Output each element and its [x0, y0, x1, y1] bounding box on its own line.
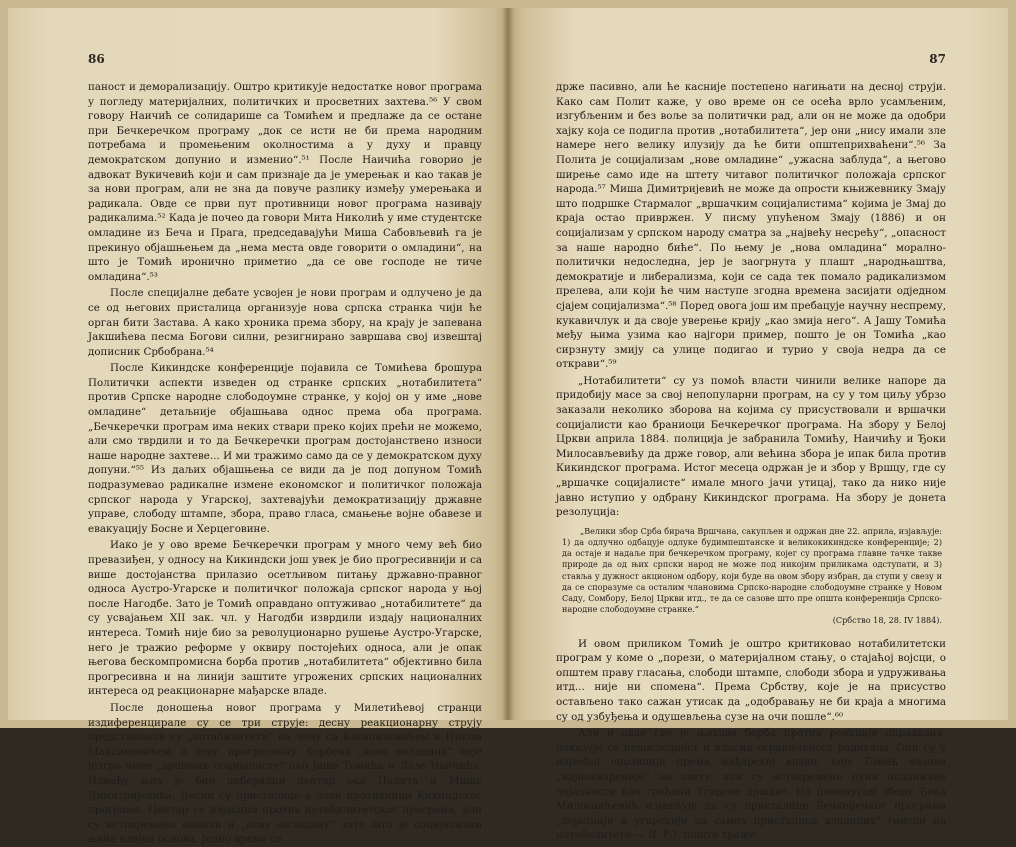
paragraph: После доношења новог програма у Милетићевој странци издиференцирале су се три струје: десну реакционарну струју представљали су „нотабилитети“ на челу са Касапиновићем и Ником Максимовићем, а леву, прогресивну, борбена „нова омладина“ чије језгро чине „вршачке социјалисте“ око Јаше Томића и Лазе Наичића. Између њих је био либерални центар око Полита и Мише Димитријевића. Десни су присталице а леви противници Кикиндског програма. Центар се изјаснио против нотабилитетског програма, али су истовремено напали и „нову омладину“ зато што је социјализам њена идејна основа. Једно време се — [88, 701, 482, 846]
paragraph: После Кикиндске конференције појавила се Томићева брошура Политички аспекти изведен од странке српских „нотабилитета“ против Српске народне слободоумне странке, у којој он у име „нове омладине“ детаљније објашњава однос према обa програма. „Бечкеречки програм има неких ствари преко којих прећи не можемо, али смо тврдили и то да Бечкеречки програм достојанствено износи наше народне захтеве... И ми тражимо само да се у демократском духу допуни.“⁵⁵ Из даљих објашњења се види да је под допуном Томић подразумевао радикалне измене економског и политичког положаја српског народа у Угарској, захтевајући демократизацију државне управе, слободу штампе, збора, право гласа, смањење војне обавезе и евакуацију Босне и Херцеговине. — [88, 362, 482, 535]
right-page — [508, 8, 1008, 842]
paragraph: паност и деморализацију. Оштро критикује недостатке новог програма у погледу материјалних, политичких и просветних захтева.⁵⁶ У свом говору Наичић се солидарише са Томићем и предлаже да се остане при Бечкеречком програму „док се исти не би према народним потребама и промењеним околностима а у духу и правцу демократском допунио и изменио“.⁵¹ После Наичића говорио је адвокат Вукичевић који и сам признаје да је умерењак и као такав је за нови програм, али не зна да повуче разлику између умерењака и радикала. Овде се први пут противници новог програма називају радикалима.⁵² Када је почео да говори Мита Николић у име студентске омладине из Беча и Прага, председавајући Миша Сабовљевић га је прекинуо објашњењем да „нема места овде говорити о омладини“, на што је Томић иронично приметио „да се ове господе не тиче омладина“.⁵³ — [88, 81, 482, 283]
page-number-left: 86 — [88, 52, 105, 66]
left-page — [8, 8, 508, 846]
paragraph: После специјалне дебате усвојен је нови програм и одлучено је да се од његових присталица организује нова српска странка чији ће орган бити Застава. А како хроника према збору, на крају је запевана Јакшићева песма Богови силни, резигнирано завршава свој извештај дописник Србобрана.⁵⁴ — [88, 287, 482, 358]
paragraph: И овом приликом Томић је оштро критиковао нотабилитетски програм у коме о „порези, о материјалном стању, о стајаћој војсци, о општем праву гласања, слободи штампе, слободи збора и удруживања итд... није ни спомена“. Према Србству, које је на присуство остављено тако сажан утисак да „одобравању не би краја а многима су од узбуђења и одушевљења сузе на очи пошле“.⁶⁰ — [556, 637, 946, 723]
right-page-body — [556, 80, 946, 843]
paragraph: Али и овде где је њихова борба против реакције оправдана, показује се недоследност и класна ограниченост радикала. Они су у највећој опозицији према мађарској влади, коју Томић назива „најпоквареније“ на свету, али су истовремено пуни поданичке лојалности као грађани Угарске државе. На поменутом збору Ђока Милосављевић изјављује да су присталице Бечкеречког програма „лојалнији и угарскији од самих присталица владиних“ (мисли на нотабилитете — Л. Р.), пошто траже — [556, 727, 946, 842]
paragraph: Иако је у ово време Бечкеречки програм у много чему већ био превазиђен, у односу на Кикиндски још увек је био прогресивнији и са више достојанства прилазио осетљивом питању државно-правног односа Аустро-Угарске и политичког положаја српског народа у њој после Нагодбе. Зато је Томић оправдано оптуживао „нотабилитете“ да су усвајањем XII зак. чл. у Нагодби изврдили издају националних интереса. Томић није био за револуционарно рушење Аустро-Угарске, него је тражио реформе у оквиру постојећих односа, али је опак његова бескомпромисна борба против „нотабилитета“ објективно била прогресивна и на линији заштите угрожених српских националних интереса од реакционарне мађарске владе. — [88, 539, 482, 698]
block-quote — [562, 526, 942, 627]
left-page-body — [88, 80, 482, 847]
paragraph: „Нотабилитети“ су уз помоћ власти чинили велике напоре да придобију масе за свој непопуларни програм, на су у том циљу убрзо заказали неколико зборова на којима су присуствовали и вршачки социјалисти као браниоци Бечкеречког програма. На збору у Белој Цркви априла 1884. полиција је забранила Томићу, Наичићу и Ђоки Милосављевићу да држе говор, али већина збора је ипак била против Кикиндског програма. Истог месеца одржан је и збор у Вршцу, где су „вршачке социјалисте“ имале много јачи утицај, тако да нико није јавно иступио у одбрану Кикиндског програма. На збору је донета резолуција: — [556, 374, 946, 519]
page-number-right: 87 — [929, 52, 946, 66]
paragraph: држе пасивно, али ће касније постепено нагињати на десној струји. Како сам Полит каже, у ово време он се осећа врло усамљеним, изгубљеним и без воље за политички рад, али он не може да одобри хајку која се подигла против „нотабилитета“, јер они „нису имали зле намере него велику илузију да ће бити општеприхваћени“.⁵⁶ За Полита је социјализам „нове омладине“ „ужасна заблуда“, а његово ширење само иде на штету читавог политичког положаја српског народа.⁵⁷ Миша Димитријевић не може да опрости књижевнику Змају што подршке Стармалог „вршачким социјалистима“ којима је Змај до краја остао привржен. У писму упућеном Змају (1886) и он социјализам у српском народу сматра за „највећу несрећу“, „опасност за наше народно биће“. По њему је „нова омладина“ морално-политички недоследна, јер је заогрнута у плашт „народњаштва, демократије и либерализма, који се сада тек помало радикализмом прелева, али који ће чим наступе згодна времена засијати одједном сјајем социјализма“.⁵⁸ Поред овога још им пребацује научну неспрему, кукавичлук и да своје уверење крију „као змија него“. А Јашу Томића међу њима узима као најгори пример, пошто је он Томића „као сирзнуту змију са улице подигао и турио у своја недра да се открави“.⁵⁹ — [556, 81, 946, 371]
quote-text: „Велики збор Срба бирача Вршчана, сакупљен и одржан дне 22. априла, изјављује: 1) да одлучно одбацује одлуке будимпештанске и великокикиндске конференције; 2) да остаје и надаље при бечкеречком програму, којег су програма главне тачке такве природе да од њих српски народ не може под никојим приликама одступати, и 3) ставља у дужност акционом одбору, који буде на овом збору избран, да ступи у свезу и да се споразуме са осталим члановима Српско-народне слободоумне странке у Новом Саду, Сомбору, Белој Цркви итд., те да се сазове што пре општа конференција Српско-народне слободоумне странке.“ — [562, 525, 942, 615]
quote-source: (Србство 18, 28. IV 1884). — [832, 615, 942, 626]
